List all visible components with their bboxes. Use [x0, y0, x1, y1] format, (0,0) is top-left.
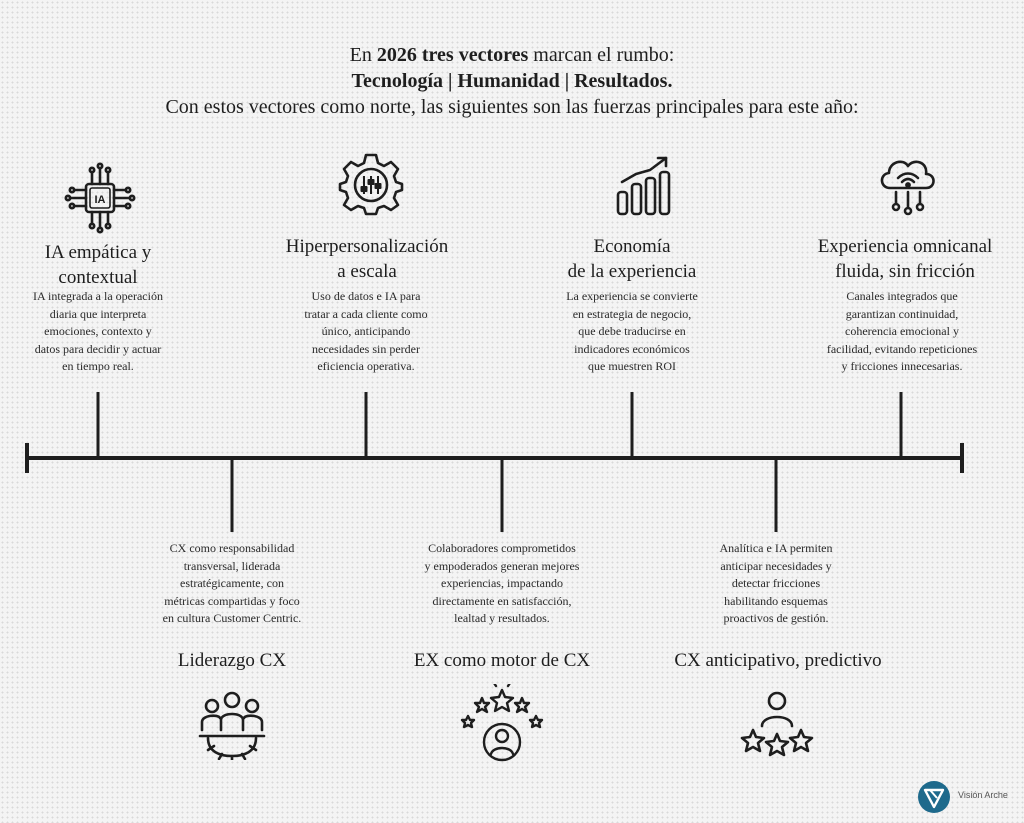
team-gear-icon [194, 690, 270, 760]
ai-chip-icon [62, 160, 138, 236]
svg-text:IA: IA [94, 194, 106, 206]
force-desc-ex-motor: Colaboradores comprometidos y empoderados generan mejores experiencias, impactando directamente en satisfacción, lealtad y resultados. [424, 541, 580, 625]
force-title-cx-anticipativo: CX anticipativo, predictivo [674, 650, 882, 671]
growth-chart-icon [612, 154, 676, 218]
force-title-economia: Economía de la experiencia [567, 236, 697, 282]
force-desc-cx-anticipativo: Analítica e IA permiten anticipar necesidades y detectar fricciones habilitando esquemas proactivos de gestión. [719, 541, 833, 625]
header-line-1: En 2026 tres vectores marcan el rumbo: [349, 44, 675, 66]
brand-name: Visión Arche [958, 790, 1008, 800]
gear-settings-icon [338, 152, 404, 218]
force-desc-omnicanal: Canales integrados que garantizan continuidad, coherencia emocional y facilidad, evitando repeticiones y fricciones innecesarias. [826, 289, 978, 373]
force-desc-ia-empatica: IA integrada a la operación diaria que interpreta emociones, contexto y datos para decidir y actuar en tiempo real. [33, 289, 163, 373]
header-line-3: Con estos vectores como norte, las siguientes son las fuerzas principales para este año: [165, 96, 859, 118]
force-title-ia-empatica: IA empática y contextual [44, 242, 152, 288]
employee-stars-icon [458, 684, 546, 772]
customer-rating-icon [738, 690, 816, 762]
force-desc-hiperpersonalizacion: Uso de datos e IA para tratar a cada cliente como único, anticipando necesidades sin perder eficiencia operativa. [304, 289, 428, 373]
force-title-omnicanal: Experiencia omnicanal fluida, sin fricción [817, 236, 993, 282]
force-title-liderazgo: Liderazgo CX [177, 650, 287, 671]
force-desc-liderazgo: CX como responsabilidad transversal, liderada estratégicamente, con métricas compartidas y foco en cultura Customer Centric. [162, 541, 302, 625]
force-title-ex-motor: EX como motor de CX [413, 650, 591, 671]
cloud-network-icon [876, 152, 938, 216]
force-title-hiperpersonalizacion: Hiperpersonalización a escala [285, 236, 449, 282]
force-desc-economia: La experiencia se convierte en estrategia de negocio, que debe traducirse en indicadores económicos que muestren ROI [566, 289, 698, 373]
header-line-2: Tecnología | Humanidad | Resultados. [351, 70, 673, 92]
